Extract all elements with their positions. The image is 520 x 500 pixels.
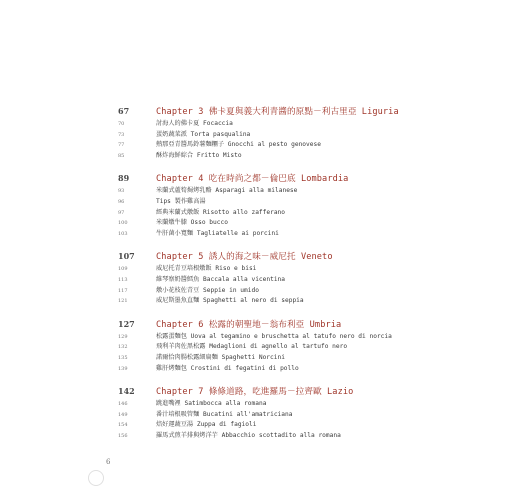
entry-title: Tips 製作雞高湯 bbox=[156, 197, 206, 205]
chapter-title: Chapter 5 誘人的海之味－威尼托 Veneto bbox=[156, 252, 333, 263]
entry-page-number: 70 bbox=[118, 121, 125, 127]
entry-title: 討海人的佛卡夏 Focaccia bbox=[156, 120, 233, 127]
chapter-title: Chapter 6 松露的朝聖地－翁布利亞 Umbria bbox=[156, 319, 342, 330]
entry-page-number: 146 bbox=[118, 401, 128, 408]
entry-page-number: 156 bbox=[118, 432, 128, 439]
entry-page-number: 113 bbox=[118, 276, 128, 283]
entry-page-number: 97 bbox=[118, 209, 125, 216]
entry-title: 米蘭燉牛膝 Osso bucco bbox=[156, 219, 228, 227]
toc-entry[interactable] bbox=[118, 431, 418, 442]
toc-entry[interactable] bbox=[118, 275, 418, 286]
toc-entry[interactable] bbox=[118, 151, 418, 162]
toc-entry[interactable] bbox=[118, 186, 418, 197]
entry-page-number: 96 bbox=[118, 198, 125, 205]
toc-entry[interactable] bbox=[118, 399, 418, 410]
toc-entry[interactable] bbox=[118, 218, 418, 229]
chapter-page-number: 107 bbox=[118, 251, 135, 262]
chapter-page-number: 142 bbox=[118, 386, 135, 397]
chapter-heading[interactable] bbox=[118, 104, 418, 118]
entry-page-number: 132 bbox=[118, 344, 128, 351]
chapter-page-number: 127 bbox=[118, 318, 135, 329]
entry-title: 諾爾恰肉腸松露細扁麵 Spaghetti Norcini bbox=[156, 353, 285, 361]
entry-page-number: 121 bbox=[118, 298, 128, 305]
entry-title: 熱那亞青醬馬鈴薯麵糰子 Gnocchi al pesto genovese bbox=[156, 141, 321, 149]
toc-entry[interactable] bbox=[118, 296, 418, 307]
entry-title: 威尼托青豆培根燉飯 Riso e bisi bbox=[156, 265, 257, 273]
entry-page-number: 109 bbox=[118, 266, 128, 273]
toc-chapter bbox=[118, 104, 418, 161]
toc-entry[interactable] bbox=[118, 353, 418, 364]
entry-page-number: 85 bbox=[118, 152, 125, 159]
toc-entry[interactable] bbox=[118, 197, 418, 208]
entry-title: 番汁培根吸管麵 Bucatini all'amatriciana bbox=[156, 410, 293, 418]
entry-page-number: 135 bbox=[118, 354, 128, 361]
toc-entry[interactable] bbox=[118, 208, 418, 219]
entry-title: 燉小花枝佐青豆 Seppie in umido bbox=[156, 286, 259, 294]
entry-page-number: 73 bbox=[118, 131, 125, 138]
entry-page-number: 117 bbox=[118, 287, 128, 294]
chapter-title: Chapter 3 佛卡夏與義大利青醬的原點－利古里亞 Liguria bbox=[156, 107, 399, 117]
toc-entry[interactable] bbox=[118, 332, 418, 343]
toc-entry[interactable] bbox=[118, 410, 418, 421]
entry-title: 松露蛋麵包 Uova al tegamino e bruschetta al tatufo nero di norcia bbox=[156, 332, 392, 340]
entry-title: 威尼斯墨魚直麵 Spaghetti al nero di seppia bbox=[156, 297, 304, 305]
entry-page-number: 154 bbox=[118, 422, 128, 429]
toc-entry[interactable] bbox=[118, 342, 418, 353]
toc-entry[interactable] bbox=[118, 420, 418, 431]
page-number: 6 bbox=[106, 458, 111, 466]
toc-entry[interactable] bbox=[118, 140, 418, 151]
chapter-title: Chapter 4 吃在時尚之都－倫巴底 Lombardia bbox=[156, 174, 349, 185]
entry-title: 經典米蘭式燉飯 Risotto allo zafferano bbox=[156, 208, 285, 216]
entry-page-number: 149 bbox=[118, 411, 128, 418]
toc-entry[interactable] bbox=[118, 264, 418, 275]
chapter-page-number: 67 bbox=[118, 106, 130, 116]
toc-chapter bbox=[118, 384, 418, 441]
toc-entry[interactable] bbox=[118, 286, 418, 297]
entry-title: 酥炸海鮮綜合 Fritto Misto bbox=[156, 151, 242, 159]
chapter-heading[interactable] bbox=[118, 384, 418, 398]
chapter-heading[interactable] bbox=[118, 249, 418, 263]
entry-page-number: 103 bbox=[118, 230, 128, 237]
toc-entry[interactable] bbox=[118, 130, 418, 141]
chapter-title: Chapter 7 條條道路，吃進羅馬－拉齊歐 Lazio bbox=[156, 387, 354, 398]
toc-chapter bbox=[118, 317, 418, 374]
entry-title: 跳進嘴裡 Satimbocca alla romana bbox=[156, 400, 267, 408]
chapter-page-number: 89 bbox=[118, 173, 130, 184]
entry-title: 米蘭式蘆筍焗烤乳酪 Asparagi alla milanese bbox=[156, 187, 298, 195]
toc-chapter bbox=[118, 249, 418, 306]
corner-decoration bbox=[88, 470, 104, 486]
entry-title: 蛋奶蔬菜派 Torta pasqualina bbox=[156, 130, 251, 138]
entry-page-number: 100 bbox=[118, 220, 128, 227]
toc-entry[interactable] bbox=[118, 119, 418, 130]
chapter-heading[interactable] bbox=[118, 317, 418, 331]
entry-page-number: 139 bbox=[118, 365, 128, 372]
entry-title: 羅馬式煎羊排與烤洋芋 Abbacchio scottadito alla romana bbox=[156, 431, 341, 439]
toc-list bbox=[118, 104, 418, 451]
entry-title: 焙好運蔬豆湯 Zuppa di fagioli bbox=[156, 421, 257, 429]
chapter-heading[interactable] bbox=[118, 171, 418, 185]
entry-page-number: 77 bbox=[118, 142, 125, 149]
toc-chapter bbox=[118, 171, 418, 239]
entry-title: 飛利羊肉佐黑松露 Medaglioni di agnello al tartufo nero bbox=[156, 343, 348, 351]
entry-page-number: 93 bbox=[118, 188, 125, 195]
toc-entry[interactable] bbox=[118, 364, 418, 375]
entry-page-number: 129 bbox=[118, 333, 128, 340]
toc-entry[interactable] bbox=[118, 229, 418, 240]
entry-title: 維琴察奶醬鱈魚 Baccala alla vicentina bbox=[156, 275, 285, 283]
entry-title: 牛肝菌小寬麵 Tagliatelle ai porcini bbox=[156, 229, 279, 237]
entry-title: 雞肝烤麵包 Crostini di fegatini di pollo bbox=[156, 364, 299, 372]
